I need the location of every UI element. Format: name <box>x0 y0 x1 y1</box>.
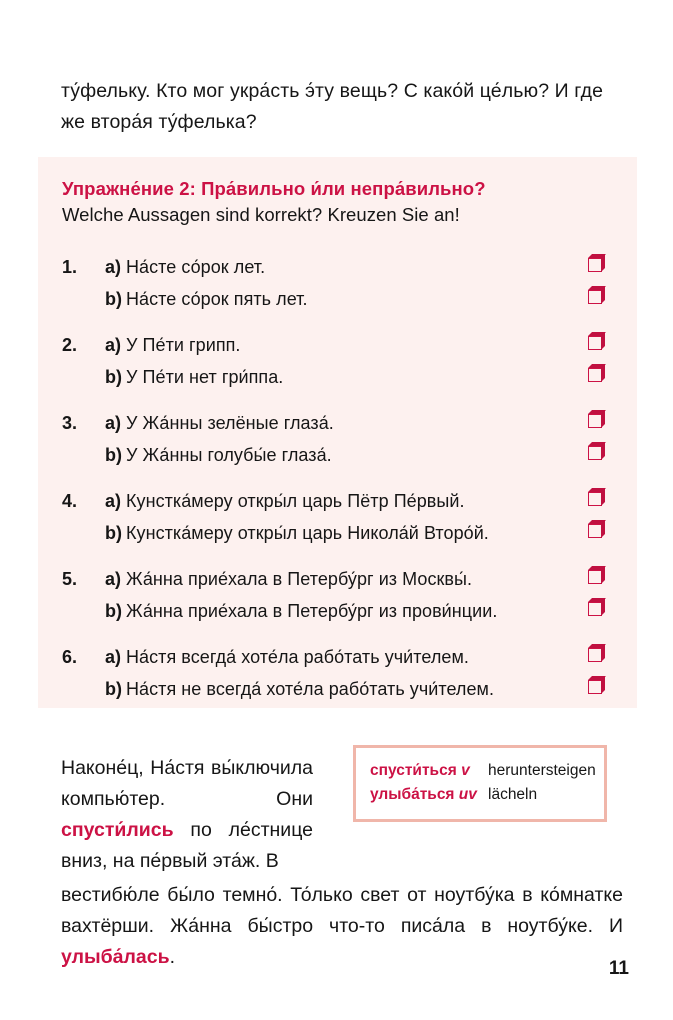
statement-group <box>38 641 637 705</box>
vocabulary-gloss: lächeln <box>488 786 538 803</box>
lower-text-block <box>61 733 621 896</box>
statement-row <box>38 673 637 705</box>
vocabulary-gloss: heruntersteigen <box>488 762 596 779</box>
statement-row <box>38 563 637 595</box>
answer-checkbox[interactable] <box>588 336 602 350</box>
vocabulary-term: улыба́ться uv <box>370 786 477 803</box>
statement-text: У Жа́нны голубы́е глаза́. <box>126 444 332 465</box>
vocabulary-aspect: v <box>461 762 470 779</box>
statement-group <box>38 563 637 627</box>
statement-letter: a) <box>105 412 122 433</box>
answer-checkbox[interactable] <box>588 570 602 584</box>
statement-letter: b) <box>105 522 122 543</box>
statement-letter: b) <box>105 600 122 621</box>
page-number: 11 <box>608 958 629 979</box>
statement-letter: a) <box>105 646 122 667</box>
statement-letter: a) <box>105 490 122 511</box>
highlighted-verb-ulybalas: улыба́лась <box>61 945 170 968</box>
closing-paragraph <box>61 880 623 973</box>
statement-text: Жа́нна прие́хала в Петербу́рг из прови́нции. <box>126 600 498 621</box>
statement-row <box>38 283 637 315</box>
wrapped-paragraph <box>61 753 313 877</box>
statement-row <box>38 361 637 393</box>
statement-text: На́сте со́рок пять лет. <box>126 288 308 309</box>
closing-text-before: вестибю́ле бы́ло темно́. То́лько свет от ноутбу́ка в ко́мнатке вахтёрши. Жа́нна бы́стро что-то писа́ла в ноутбу́ке. И <box>61 883 623 937</box>
statement-text: У Пе́ти нет гри́ппа. <box>126 366 284 387</box>
statement-row <box>38 439 637 471</box>
vocabulary-entry <box>370 759 596 783</box>
vocabulary-box <box>353 745 607 822</box>
answer-checkbox[interactable] <box>588 680 602 694</box>
statement-text: Кунстка́меру откры́л царь Никола́й Второ́й. <box>126 522 489 543</box>
highlighted-verb-spustilis: спусти́лись <box>61 818 174 841</box>
answer-checkbox[interactable] <box>588 524 602 538</box>
statement-letter: b) <box>105 444 122 465</box>
answer-checkbox[interactable] <box>588 492 602 506</box>
vocabulary-aspect: uv <box>458 786 477 803</box>
statement-number: 6. <box>62 646 78 667</box>
statement-letter: a) <box>105 256 122 277</box>
statement-row <box>38 595 637 627</box>
statement-text: На́сте со́рок лет. <box>126 256 266 277</box>
statement-number: 1. <box>62 256 78 277</box>
statement-letter: a) <box>105 334 122 355</box>
statement-text: На́стя не всегда́ хоте́ла рабо́тать учи́телем. <box>126 678 495 699</box>
exercise-panel <box>38 157 637 708</box>
statement-number: 5. <box>62 568 78 589</box>
vocabulary-term: спусти́ться v <box>370 762 470 779</box>
statement-row <box>38 407 637 439</box>
statement-text: На́стя всегда́ хоте́ла рабо́тать учи́телем. <box>126 646 469 667</box>
wrapped-text-after: по ле́стнице вниз, на пе́рвый эта́ж. В <box>61 818 313 872</box>
statement-letter: a) <box>105 568 122 589</box>
statement-text: Жа́нна прие́хала в Петербу́рг из Москвы́. <box>126 568 473 589</box>
exercise-heading: Упражне́ние 2: Пра́вильно и́ли непра́вильно? <box>62 178 486 199</box>
statement-group <box>38 485 637 549</box>
vocabulary-entry <box>370 783 590 807</box>
statement-row <box>38 251 637 283</box>
statement-group <box>38 407 637 471</box>
answer-checkbox[interactable] <box>588 258 602 272</box>
statement-row <box>38 485 637 517</box>
wrapped-text-before: Наконе́ц, На́стя вы́ключила компью́тер. Они <box>61 756 313 810</box>
statement-letter: b) <box>105 288 122 309</box>
statement-letter: b) <box>105 366 122 387</box>
answer-checkbox[interactable] <box>588 446 602 460</box>
exercise-subheading: Welche Aussagen sind korrekt? Kreuzen Sie an! <box>62 204 460 225</box>
statement-letter: b) <box>105 678 122 699</box>
statement-group <box>38 329 637 393</box>
answer-checkbox[interactable] <box>588 290 602 304</box>
answer-checkbox[interactable] <box>588 602 602 616</box>
closing-text-after: . <box>169 945 176 968</box>
intro-paragraph: ту́фельку. Кто мог укра́сть э́ту вещь? С како́й це́лью? И где же втора́я ту́фелька? <box>61 79 604 133</box>
statement-row <box>38 517 637 549</box>
statement-number: 4. <box>62 490 78 511</box>
statement-row <box>38 641 637 673</box>
statement-row <box>38 329 637 361</box>
statement-text: Кунстка́меру откры́л царь Пётр Пе́рвый. <box>126 490 465 511</box>
statement-number: 2. <box>62 334 78 355</box>
answer-checkbox[interactable] <box>588 414 602 428</box>
answer-checkbox[interactable] <box>588 648 602 662</box>
statement-list <box>38 251 637 705</box>
statement-group <box>38 251 637 315</box>
statement-text: У Жа́нны зелёные глаза́. <box>126 412 334 433</box>
answer-checkbox[interactable] <box>588 368 602 382</box>
statement-text: У Пе́ти грипп. <box>126 334 241 355</box>
statement-number: 3. <box>62 412 78 433</box>
